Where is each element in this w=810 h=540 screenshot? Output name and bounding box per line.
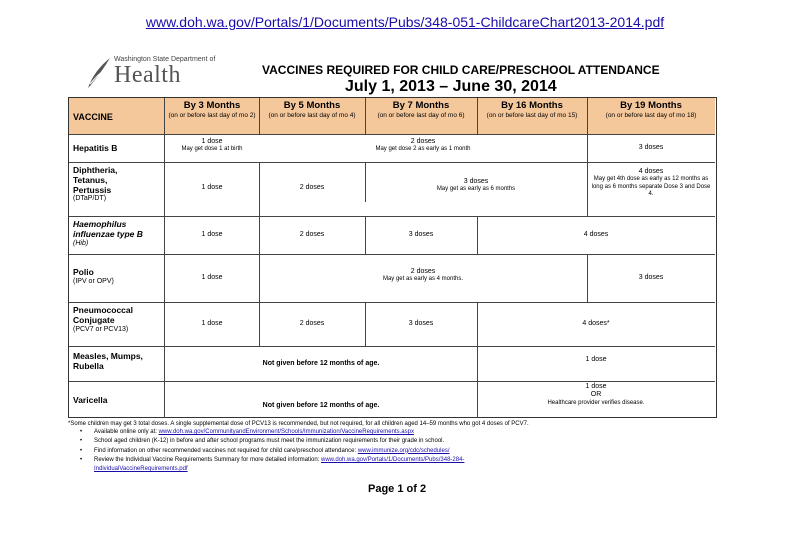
pcv-7mo: 3 doses: [408, 320, 434, 327]
col-header-16mo: By 16 Months (on or before last day of mo 15): [486, 100, 578, 119]
grid-line: [69, 254, 715, 255]
vaccine-name-varicella: Varicella: [73, 395, 108, 405]
notes-list: [68, 428, 728, 474]
list-item: • School aged children (K-12) in before and after school programs must meet the immunization requirements for their grade in school.: [68, 437, 728, 446]
summary-link[interactable]: www.doh.wa.gov/Portals/1/Documents/Pubs/348-284-: [321, 456, 465, 463]
grid-line: [587, 162, 588, 216]
vaccine-name-pcv: Pneumococcal Conjugate (PCV7 or PCV13): [73, 305, 133, 333]
feather-icon: [84, 54, 112, 92]
list-item: • Find information on other recommended vaccines not required for child care/preschool attendance: www.immunize.org/cdc/schedules/: [68, 447, 728, 456]
list-item-continuation: [68, 465, 728, 474]
page-title: VACCINES REQUIRED FOR CHILD CARE/PRESCHOOL ATTENDANCE: [262, 63, 660, 77]
summary-link-cont[interactable]: IndividualVaccineRequirements.pdf: [94, 466, 188, 473]
polio-5-16mo: 2 doses May get as early as 4 months.: [382, 268, 464, 283]
schedules-link[interactable]: www.immunize.org/cdc/schedules/: [357, 447, 450, 454]
vaccine-table: [68, 97, 717, 418]
vaccine-column-header: VACCINE: [73, 112, 113, 122]
hib-3mo: 1 dose: [201, 231, 223, 238]
page-number: Page 1 of 2: [368, 483, 427, 495]
grid-line: [587, 98, 588, 134]
pcv-5mo: 2 doses: [299, 320, 325, 327]
logo-text: Health: [114, 62, 181, 88]
dtap-7-16mo: 3 doses May get as early as 6 months: [436, 178, 516, 193]
requirements-link[interactable]: www.doh.wa.gov/CommunityandEnvironment/Schools/Immunization/VaccineRequirements.aspx: [158, 429, 414, 435]
vaccine-name-mmr: Measles, Mumps, Rubella: [73, 351, 143, 371]
list-item: • Review the Individual Vaccine Requirements Summary for more detailed information: www.doh.wa.gov/Portals/1/Documents/Pubs/348-284-: [68, 456, 728, 465]
vaccine-name-polio: Polio (IPV or OPV): [73, 267, 114, 285]
varicella-16-19mo: 1 dose OR Healthcare provider verifies disease.: [547, 383, 645, 406]
page-subtitle: July 1, 2013 – June 30, 2014: [345, 78, 557, 95]
hepb-19mo: 3 doses: [638, 144, 664, 151]
mmr-16-19mo: 1 dose: [585, 356, 607, 363]
grid-line: [477, 98, 478, 134]
grid-line: [69, 216, 715, 217]
grid-line: [365, 98, 366, 134]
col-header-5mo: By 5 Months (on or before last day of mo 4): [268, 100, 356, 119]
col-header-3mo: By 3 Months (on or before last day of mo 2): [168, 100, 256, 119]
grid-line: [69, 134, 715, 135]
grid-line: [69, 302, 715, 303]
grid-line: [69, 162, 715, 163]
vaccine-name-hib: Haemophilus influenzae type B (Hib): [73, 219, 143, 247]
hepb-3mo: 1 dose May get dose 1 at birth: [181, 138, 243, 153]
grid-line: [259, 98, 260, 134]
pcv-3mo: 1 dose: [201, 320, 223, 327]
health-logo: [84, 54, 216, 94]
source-url[interactable]: www.doh.wa.gov/Portals/1/Documents/Pubs/348-051-ChildcareChart2013-2014.pdf: [145, 14, 665, 30]
vaccine-name-dtap: Diphtheria, Tetanus, Pertussis (DTaP/DT): [73, 165, 118, 203]
vaccine-name-hepb: Hepatitis B: [73, 143, 118, 153]
hepb-5-16mo: 2 doses May get dose 2 as early as 1 month: [375, 138, 471, 153]
list-item: • Available online only at: www.doh.wa.gov/CommunityandEnvironment/Schools/Immunization/VaccineRequirements.aspx: [68, 428, 728, 437]
hib-5mo: 2 doses: [299, 231, 325, 238]
hib-16-19mo: 4 doses: [583, 231, 609, 238]
mmr-3-7mo: Not given before 12 months of age.: [262, 360, 380, 367]
dtap-5mo: 2 doses: [299, 184, 325, 191]
grid-line: [69, 346, 715, 347]
polio-19mo: 3 doses: [638, 274, 664, 281]
pcv-16-19mo: 4 doses*: [582, 320, 610, 327]
col-header-19mo: By 19 Months (on or before last day of mo 18): [605, 100, 697, 119]
col-header-7mo: By 7 Months (on or before last day of mo 6): [377, 100, 465, 119]
hib-7mo: 3 doses: [408, 231, 434, 238]
polio-3mo: 1 dose: [201, 274, 223, 281]
dtap-19mo: 4 doses May get 4th dose as early as 12 months as long as 6 months separate Dose 3 and Dose 4.: [591, 168, 711, 197]
pcv-footnote: *Some children may get 3 total doses. A single supplemental dose of PCV13 is recommended, but not required, for all children aged 14–59 months who got 4 doses of PCV7.: [68, 421, 529, 427]
grid-line: [69, 381, 715, 382]
varicella-3-7mo: Not given before 12 months of age.: [262, 402, 380, 409]
dtap-3mo: 1 dose: [201, 184, 223, 191]
logo-small-text: Washington State Department of: [114, 56, 216, 63]
